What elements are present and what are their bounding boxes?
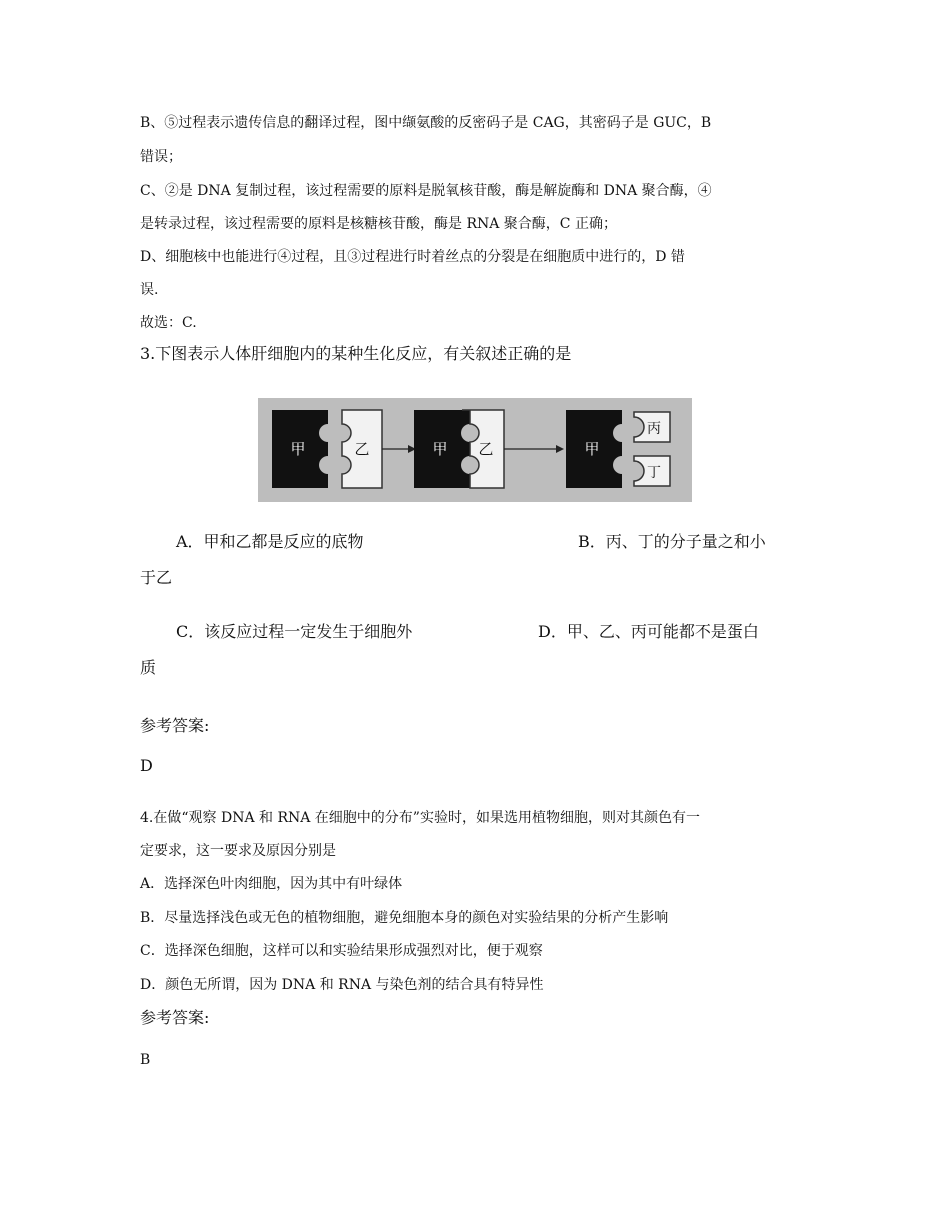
q4-option-d: D．颜色无所谓，因为 DNA 和 RNA 与染色剂的结合具有特异性 [140,977,544,993]
q3-option-d-line2: 质 [140,658,157,677]
q3-answer-label: 参考答案: [140,716,210,735]
q3-option-d-line1: D．甲、乙、丙可能都不是蛋白 [538,622,759,641]
q2-explanation-b-line2: 错误； [140,149,182,165]
enzyme-reaction-figure [258,398,692,502]
q2-conclusion: 故选：C. [140,315,197,331]
yi-label-2: 乙 [478,440,494,458]
q4-option-c: C．选择深色细胞，这样可以和实验结果形成强烈对比，便于观察 [140,943,543,959]
q4-answer: B [140,1052,151,1068]
jia-label-3: 甲 [584,440,600,458]
bing-label: 丙 [647,421,661,437]
jia-label-2: 甲 [432,440,448,458]
q2-explanation-b-line1: B、⑤过程表示遗传信息的翻译过程，图中缬氨酸的反密码子是 CAG，其密码子是 GUC，B [140,115,712,131]
q4-option-b: B．尽量选择浅色或无色的植物细胞，避免细胞本身的颜色对实验结果的分析产生影响 [140,910,669,926]
q4-answer-label: 参考答案: [140,1008,210,1027]
q2-explanation-c-line1: C、②是 DNA 复制过程，该过程需要的原料是脱氧核苷酸，酶是解旋酶和 DNA 聚合酶，④ [140,183,712,199]
q3-answer: D [140,756,153,775]
q2-explanation-c-line2: 是转录过程，该过程需要的原料是核糖核苷酸，酶是 RNA 聚合酶，C 正确； [140,216,617,232]
q3-option-a: A．甲和乙都是反应的底物 [176,532,364,551]
q4-stem-line1: 4.在做“观察 DNA 和 RNA 在细胞中的分布”实验时，如果选用植物细胞，则对其颜色有一 [140,810,700,826]
q4-stem-line2: 定要求，这一要求及原因分别是 [140,843,336,859]
q3-option-b-line1: B．丙、丁的分子量之和小 [578,532,766,551]
q2-explanation-d-line1: D、细胞核中也能进行④过程，且③过程进行时着丝点的分裂是在细胞质中进行的，D 错 [140,249,685,265]
yi-label-1: 乙 [354,440,370,458]
jia-label-1: 甲 [290,440,306,458]
ding-label: 丁 [647,465,661,481]
q4-option-a: A．选择深色叶肉细胞，因为其中有叶绿体 [140,876,403,892]
q3-option-b-line2: 于乙 [140,568,173,587]
q3-stem: 3.下图表示人体肝细胞内的某种生化反应，有关叙述正确的是 [140,344,572,363]
enzyme-reaction-diagram [258,398,692,502]
q3-option-c: C．该反应过程一定发生于细胞外 [176,622,413,641]
q2-explanation-d-line2: 误. [140,282,159,298]
